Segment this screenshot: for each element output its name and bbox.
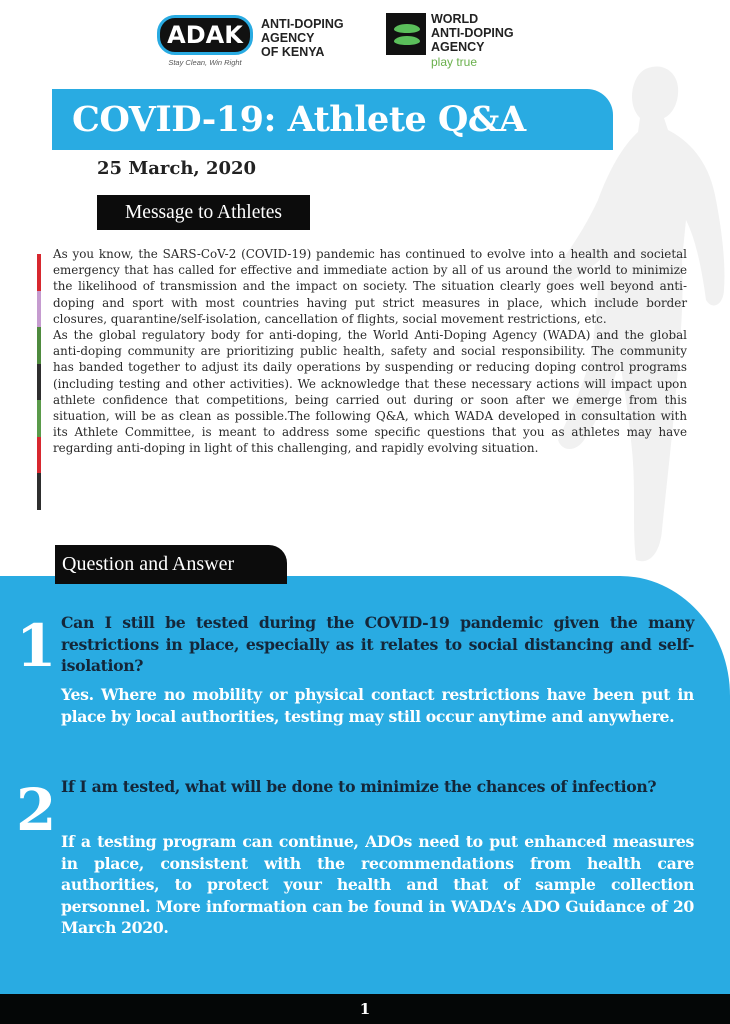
adak-name-line: OF KENYA [261,45,325,59]
color-bar-segment [37,364,41,401]
qa-question: Can I still be tested during the COVID-19 pandemic given the many restrictions in place, especially as it relates to social distancing and self-isolation? [61,613,694,675]
title-banner [52,89,613,150]
color-bar-segment [37,437,41,474]
qa-question: If I am tested, what will be done to minimize the chances of infection? [61,777,657,796]
wada-logo [386,12,514,69]
wada-name-line: ANTI-DOPING [431,26,514,40]
color-bar-segment [37,291,41,328]
color-bar-segment [37,327,41,364]
decorative-color-bar [37,254,41,510]
qa-number: 1 [16,612,57,680]
intro-message [53,246,687,457]
adak-name [261,17,344,59]
intro-paragraph: As you know, the SARS-CoV-2 (COVID-19) pandemic has continued to evolve into a health and societal emergency that has called for effective and immediate action by all of us around the world to minimize the likelihood of transmission and the impact on society. The situation clearly goes well beyond anti-doping and sport with most countries having put strict measures in place, which include border closures, quarantine/self-isolation, cancellation of flights, social movement restrictions, etc. [53,247,687,326]
qa-answer: If a testing program can continue, ADOs need to put enhanced measures in place, consistent with the recommendations from health care authorities, to protect your health and that of sample collection personnel. More information can be found in WADA’s ADO Guidance of 20 March 2020. [61,832,694,937]
wada-leaf-icon [386,13,426,55]
question-and-answer-heading: Question and Answer [55,545,287,584]
message-to-athletes-heading: Message to Athletes [97,195,310,230]
color-bar-segment [37,473,41,510]
page-footer [0,994,730,1024]
wada-name-line: AGENCY [431,40,485,54]
qa-answer: Yes. Where no mobility or physical contact restrictions have been put in place by local authorities, testing may still occur anytime and anywhere. [61,685,694,726]
color-bar-segment [37,400,41,437]
adak-name-line: AGENCY [261,31,315,45]
adak-tagline: Stay Clean, Win Right [168,58,242,67]
page-number: 1 [359,1000,371,1018]
wada-name-line: WORLD [431,12,479,26]
adak-badge: ADAK [157,15,253,55]
wada-name [431,12,514,69]
wada-tagline: play true [431,55,478,69]
intro-paragraph: As the global regulatory body for anti-doping, the World Anti-Doping Agency (WADA) and the global anti-doping community are prioritizing public health, safety and social responsibility. The community has banded together to adjust its daily operations by suspending or reducing doping control programs (including testing and other activities). We acknowledge that these necessary actions will impact upon athlete confidence that competitions, being carried out during or soon after we emerge from this situation, will be as clean as possible.The following Q&A, which WADA developed in consultation with its Athlete Committee, is meant to address some specific questions that you as athletes may have regarding anti-doping in light of this challenging, and rapidly evolving situation. [53,328,687,456]
adak-logo [157,15,344,67]
adak-name-line: ANTI-DOPING [261,17,344,31]
publication-date: 25 March, 2020 [97,158,257,179]
qa-number: 2 [16,776,57,844]
color-bar-segment [37,254,41,291]
page-title: COVID-19: Athlete Q&A [72,99,526,140]
